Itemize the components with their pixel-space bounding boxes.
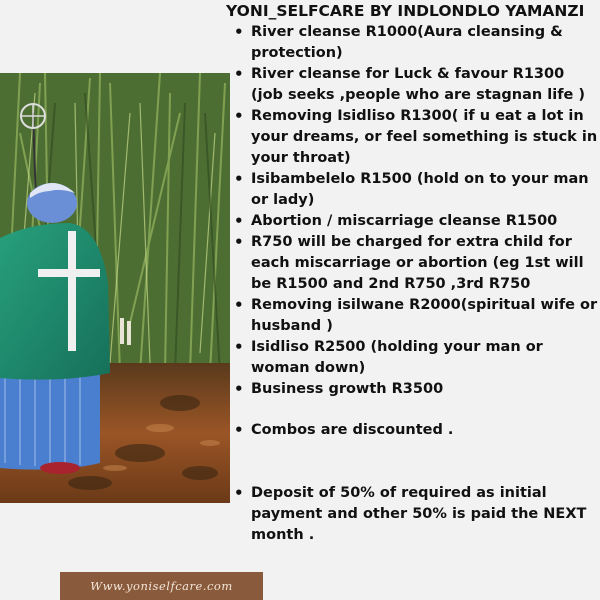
service-item: • Abortion / miscarriage cleanse R1500 xyxy=(234,211,598,232)
website-banner: Www.yoniselfcare.com xyxy=(60,572,263,600)
service-item: • Removing Isidliso R1300( if u eat a lot in your dreams, or feel something is stuck in your throat) xyxy=(234,106,598,169)
service-item: • Business growth R3500 xyxy=(234,379,598,400)
service-item: • River cleanse for Luck & favour R1300 (job seeks ,people who are stagnan life ) xyxy=(234,64,598,106)
services-list xyxy=(234,22,598,546)
service-item: • Removing isilwane R2000(spiritual wife or husband ) xyxy=(234,295,598,337)
page-title: YONI_SELFCARE BY INDLONDLO YAMANZI xyxy=(226,2,585,20)
service-item: • Isibambelelo R1500 (hold on to your man or lady) xyxy=(234,169,598,211)
service-item: • R750 will be charged for extra child for each miscarriage or abortion (eg 1st will be R1500 and 2nd R750 ,3rd R750 xyxy=(234,232,598,295)
combos-note: • Combos are discounted . xyxy=(234,420,598,441)
service-item: • River cleanse R1000(Aura cleansing & protection) xyxy=(234,22,598,64)
deposit-note: • Deposit of 50% of required as initial payment and other 50% is paid the NEXT month . xyxy=(234,483,598,546)
service-item: • Isidliso R2500 (holding your man or woman down) xyxy=(234,337,598,379)
river-cleanse-photo xyxy=(0,73,230,503)
